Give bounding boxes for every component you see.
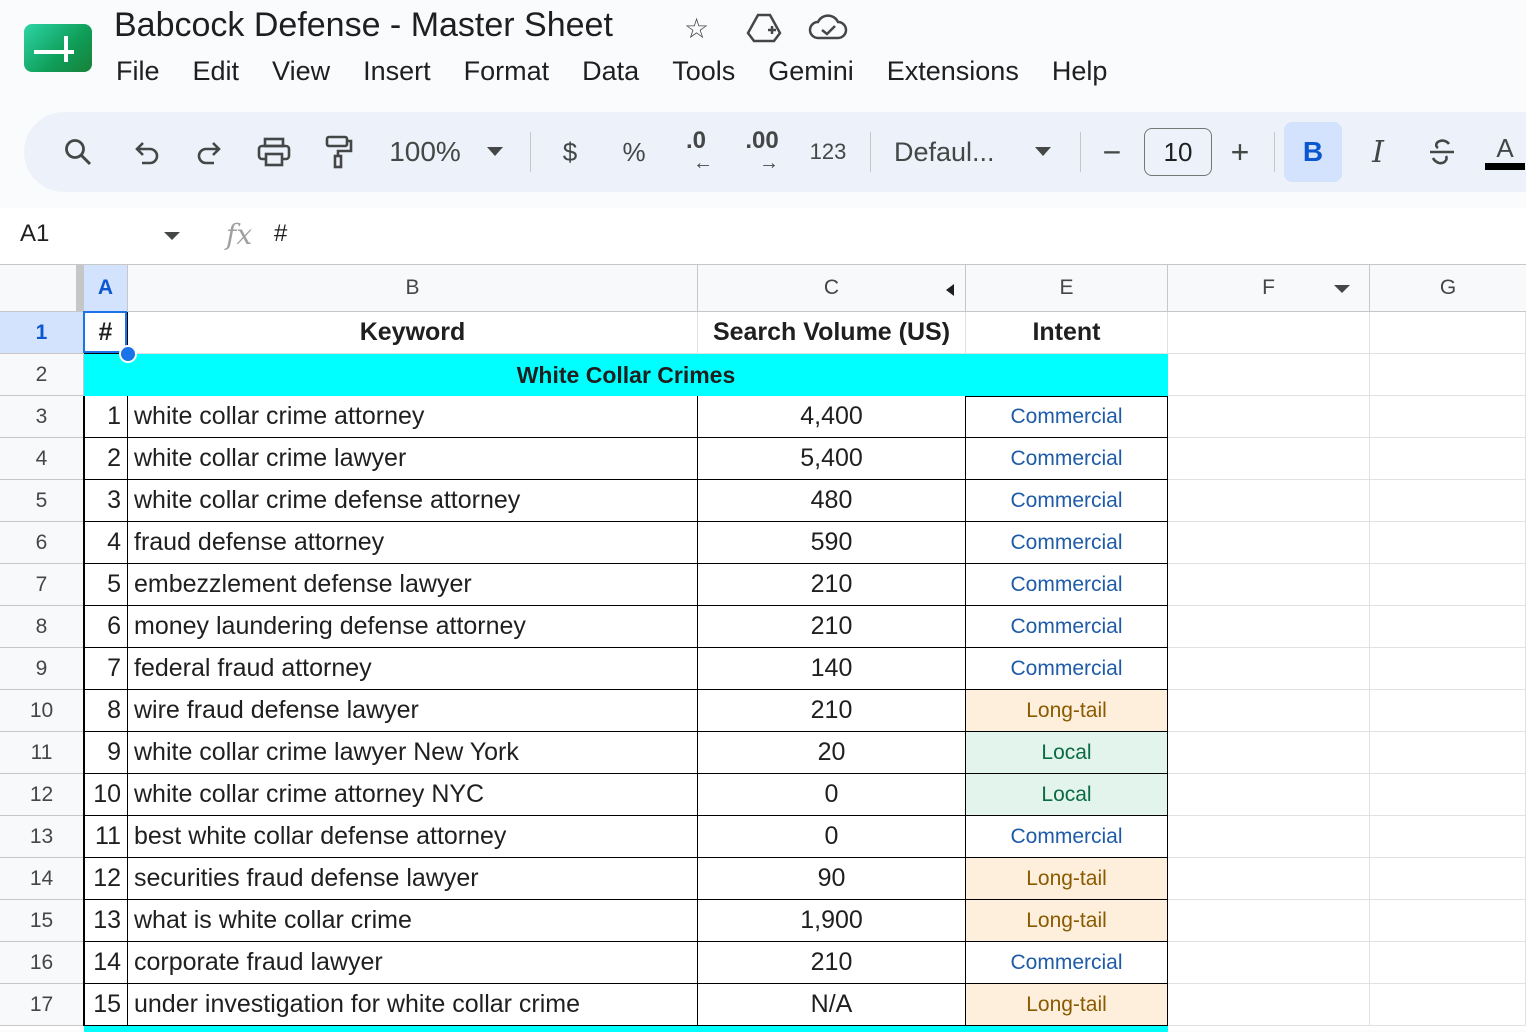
row-header[interactable]: 3: [0, 396, 84, 438]
empty-cell[interactable]: [1168, 312, 1370, 354]
menu-format[interactable]: Format: [463, 56, 550, 86]
cell-header-volume[interactable]: Search Volume (US): [698, 312, 966, 354]
cell-number[interactable]: 3: [84, 480, 128, 522]
cell-intent[interactable]: Commercial: [966, 522, 1168, 564]
row-header[interactable]: 11: [0, 732, 84, 774]
search-icon[interactable]: [56, 112, 100, 192]
cell-number[interactable]: 15: [84, 984, 128, 1026]
move-to-drive-icon[interactable]: [746, 12, 782, 51]
empty-cell[interactable]: [1168, 900, 1370, 942]
row-header[interactable]: 15: [0, 900, 84, 942]
cell-header-num[interactable]: #: [84, 312, 128, 354]
redo-icon[interactable]: [188, 112, 232, 192]
column-header-c-label: C: [823, 276, 840, 299]
empty-cell[interactable]: [1168, 396, 1370, 438]
empty-cell[interactable]: [1370, 438, 1526, 480]
row-header[interactable]: 13: [0, 816, 84, 858]
currency-format-button[interactable]: $: [562, 136, 578, 167]
cell-search-volume[interactable]: 0: [698, 774, 966, 816]
empty-cell[interactable]: [1370, 564, 1526, 606]
menu-view[interactable]: View: [272, 56, 331, 86]
decrease-decimal-button[interactable]: [674, 112, 718, 192]
row-header[interactable]: 10: [0, 690, 84, 732]
cell-keyword[interactable]: white collar crime attorney NYC: [128, 774, 698, 816]
empty-cell[interactable]: [1168, 816, 1370, 858]
cell-search-volume[interactable]: 590: [698, 522, 966, 564]
cell-keyword[interactable]: under investigation for white collar crime: [128, 984, 698, 1026]
row-header[interactable]: 12: [0, 774, 84, 816]
empty-cell[interactable]: [1370, 732, 1526, 774]
cell-search-volume[interactable]: 210: [698, 606, 966, 648]
cell-keyword[interactable]: white collar crime lawyer New York: [128, 732, 698, 774]
bold-button[interactable]: B: [1284, 122, 1342, 182]
cell-keyword[interactable]: white collar crime defense attorney: [128, 480, 698, 522]
menu-insert[interactable]: Insert: [363, 56, 431, 86]
empty-cell[interactable]: [1168, 858, 1370, 900]
cell-search-volume[interactable]: 20: [698, 732, 966, 774]
text-color-button[interactable]: [1484, 112, 1526, 192]
menu-tools[interactable]: Tools: [672, 56, 736, 86]
menu-edit[interactable]: Edit: [192, 56, 240, 86]
empty-cell[interactable]: [1168, 984, 1370, 1026]
menu-file[interactable]: File: [116, 56, 160, 86]
cell-number[interactable]: 2: [84, 438, 128, 480]
row-header[interactable]: 8: [0, 606, 84, 648]
fill-handle[interactable]: [119, 345, 137, 363]
cell-number[interactable]: 4: [84, 522, 128, 564]
italic-button[interactable]: I: [1372, 134, 1384, 170]
empty-cell[interactable]: [1168, 522, 1370, 564]
cell-keyword[interactable]: money laundering defense attorney: [128, 606, 698, 648]
section-title-cell[interactable]: White Collar Crimes: [84, 354, 1168, 396]
empty-cell[interactable]: [1168, 606, 1370, 648]
zoom-select[interactable]: 100%: [389, 136, 461, 167]
cell-number[interactable]: 14: [84, 942, 128, 984]
cell-intent[interactable]: Commercial: [966, 606, 1168, 648]
increase-font-size-button[interactable]: +: [1230, 133, 1250, 170]
toolbar-divider: [870, 132, 871, 172]
row-header[interactable]: 9: [0, 648, 84, 690]
increase-decimal-label: .00: [745, 127, 779, 154]
cell-intent[interactable]: Commercial: [966, 438, 1168, 480]
empty-cell[interactable]: [1370, 354, 1526, 396]
decrease-decimal-label: .0: [685, 127, 706, 154]
cell-intent[interactable]: Long-tail: [966, 858, 1168, 900]
row-header[interactable]: 17: [0, 984, 84, 1026]
corner-shade: [76, 265, 84, 313]
empty-cell[interactable]: [1370, 648, 1526, 690]
empty-cell[interactable]: [1370, 816, 1526, 858]
row-header[interactable]: 2: [0, 354, 84, 396]
empty-cell[interactable]: [1168, 648, 1370, 690]
cell-keyword[interactable]: best white collar defense attorney: [128, 816, 698, 858]
cell-number[interactable]: 11: [84, 816, 128, 858]
cell-keyword[interactable]: federal fraud attorney: [128, 648, 698, 690]
empty-cell[interactable]: [1168, 480, 1370, 522]
cell-search-volume[interactable]: 210: [698, 690, 966, 732]
cell-number[interactable]: 10: [84, 774, 128, 816]
cell-search-volume[interactable]: 4,400: [698, 396, 966, 438]
font-family-select[interactable]: Defaul...: [894, 136, 995, 167]
empty-cell[interactable]: [1168, 942, 1370, 984]
cell-intent[interactable]: Local: [966, 774, 1168, 816]
row-header[interactable]: 5: [0, 480, 84, 522]
empty-cell[interactable]: [1370, 858, 1526, 900]
cell-search-volume[interactable]: 210: [698, 942, 966, 984]
cell-intent[interactable]: Long-tail: [966, 690, 1168, 732]
cell-search-volume[interactable]: 140: [698, 648, 966, 690]
star-icon[interactable]: ☆: [684, 13, 710, 44]
undo-icon[interactable]: [124, 112, 168, 192]
cell-header-keyword[interactable]: Keyword: [128, 312, 698, 354]
hidden-column-left-arrow-icon[interactable]: [946, 284, 954, 296]
font-size-input[interactable]: 10: [1144, 128, 1212, 176]
toolbar: [24, 112, 1526, 192]
empty-cell[interactable]: [1370, 396, 1526, 438]
column-header-g[interactable]: G: [1370, 264, 1526, 312]
cell-intent[interactable]: Commercial: [966, 564, 1168, 606]
cell-number[interactable]: 5: [84, 564, 128, 606]
cell-keyword[interactable]: wire fraud defense lawyer: [128, 690, 698, 732]
title-bar: [0, 0, 1526, 110]
empty-cell[interactable]: [1168, 732, 1370, 774]
text-color-label: A: [1496, 132, 1514, 163]
menu-gemini[interactable]: Gemini: [768, 56, 854, 86]
empty-cell[interactable]: [1168, 354, 1370, 396]
select-all-corner[interactable]: [0, 264, 84, 312]
cell-search-volume[interactable]: 480: [698, 480, 966, 522]
row-header[interactable]: 16: [0, 942, 84, 984]
cell-intent[interactable]: Local: [966, 732, 1168, 774]
empty-cell[interactable]: [1370, 900, 1526, 942]
cell-number[interactable]: 1: [84, 396, 128, 438]
arrow-left-icon: ←: [693, 152, 713, 174]
cell-number[interactable]: 8: [84, 690, 128, 732]
row-header[interactable]: 7: [0, 564, 84, 606]
sheets-logo-icon[interactable]: [24, 24, 92, 72]
empty-cell[interactable]: [1168, 438, 1370, 480]
strikethrough-icon[interactable]: [1422, 112, 1462, 192]
cell-number[interactable]: 7: [84, 648, 128, 690]
empty-cell[interactable]: [1370, 690, 1526, 732]
empty-cell[interactable]: [1168, 774, 1370, 816]
document-title[interactable]: Babcock Defense - Master Sheet: [114, 6, 613, 44]
cell-keyword[interactable]: embezzlement defense lawyer: [128, 564, 698, 606]
cell-number[interactable]: 13: [84, 900, 128, 942]
empty-cell[interactable]: [1370, 480, 1526, 522]
text-color-swatch: [1485, 163, 1525, 170]
empty-cell[interactable]: [1168, 564, 1370, 606]
decrease-font-size-button[interactable]: −: [1102, 133, 1122, 170]
cell-keyword[interactable]: securities fraud defense lawyer: [128, 858, 698, 900]
menu-help[interactable]: Help: [1051, 56, 1108, 86]
cell-keyword[interactable]: corporate fraud lawyer: [128, 942, 698, 984]
column-f-dropdown-icon[interactable]: [1334, 285, 1350, 293]
cell-search-volume[interactable]: 0: [698, 816, 966, 858]
cell-intent[interactable]: Commercial: [966, 648, 1168, 690]
menu-extensions[interactable]: Extensions: [886, 56, 1019, 86]
cloud-saved-icon[interactable]: [808, 12, 848, 49]
column-header-e[interactable]: E: [966, 264, 1168, 312]
percent-format-button[interactable]: %: [622, 136, 646, 167]
row-header[interactable]: 6: [0, 522, 84, 564]
cell-keyword[interactable]: what is white collar crime: [128, 900, 698, 942]
empty-cell[interactable]: [1370, 312, 1526, 354]
cell-search-volume[interactable]: N/A: [698, 984, 966, 1026]
cell-intent[interactable]: Long-tail: [966, 984, 1168, 1026]
cell-intent[interactable]: Commercial: [966, 480, 1168, 522]
empty-cell[interactable]: [1370, 522, 1526, 564]
fx-icon: fx: [226, 218, 253, 251]
cell-intent[interactable]: Commercial: [966, 942, 1168, 984]
name-box[interactable]: A1: [20, 220, 50, 247]
cell-intent[interactable]: Long-tail: [966, 900, 1168, 942]
toolbar-divider: [1274, 132, 1275, 172]
formula-input[interactable]: #: [274, 220, 288, 247]
empty-cell[interactable]: [1370, 774, 1526, 816]
empty-cell[interactable]: [1168, 690, 1370, 732]
empty-cell[interactable]: [1370, 942, 1526, 984]
cell-search-volume[interactable]: 210: [698, 564, 966, 606]
cell-number[interactable]: 9: [84, 732, 128, 774]
cell-header-intent[interactable]: Intent: [966, 312, 1168, 354]
name-box-dropdown-icon[interactable]: [164, 232, 180, 240]
increase-decimal-button[interactable]: [738, 112, 786, 192]
cell-number[interactable]: 6: [84, 606, 128, 648]
cell-keyword[interactable]: white collar crime lawyer: [128, 438, 698, 480]
font-dropdown-icon[interactable]: [1030, 112, 1056, 192]
menu-bar: [116, 56, 1140, 87]
column-header-a[interactable]: A: [84, 264, 128, 312]
next-section-strip: [84, 1026, 1168, 1032]
spreadsheet-grid[interactable]: [0, 264, 1526, 1030]
cell-keyword[interactable]: white collar crime attorney: [128, 396, 698, 438]
menu-data[interactable]: Data: [582, 56, 640, 86]
cell-intent[interactable]: Commercial: [966, 816, 1168, 858]
toolbar-divider: [1080, 132, 1081, 172]
row-header[interactable]: 4: [0, 438, 84, 480]
column-header-c[interactable]: [698, 264, 966, 312]
empty-cell[interactable]: [1370, 984, 1526, 1026]
toolbar-divider: [530, 132, 531, 172]
cell-number[interactable]: 12: [84, 858, 128, 900]
table-left-border: [83, 396, 85, 1026]
empty-cell[interactable]: [1370, 606, 1526, 648]
cell-search-volume[interactable]: 5,400: [698, 438, 966, 480]
formula-bar: [0, 208, 1526, 264]
column-header-b[interactable]: B: [128, 264, 698, 312]
print-icon[interactable]: [252, 112, 296, 192]
column-header-f-label: F: [1262, 276, 1275, 299]
cell-intent[interactable]: Commercial: [966, 396, 1168, 438]
paint-format-icon[interactable]: [316, 112, 360, 192]
more-formats-button[interactable]: 123: [809, 139, 847, 164]
zoom-dropdown-icon[interactable]: [482, 112, 508, 192]
arrow-right-icon: →: [759, 152, 779, 174]
row-header[interactable]: 14: [0, 858, 84, 900]
row-header[interactable]: 1: [0, 312, 84, 354]
cell-search-volume[interactable]: 90: [698, 858, 966, 900]
cell-search-volume[interactable]: 1,900: [698, 900, 966, 942]
cell-keyword[interactable]: fraud defense attorney: [128, 522, 698, 564]
